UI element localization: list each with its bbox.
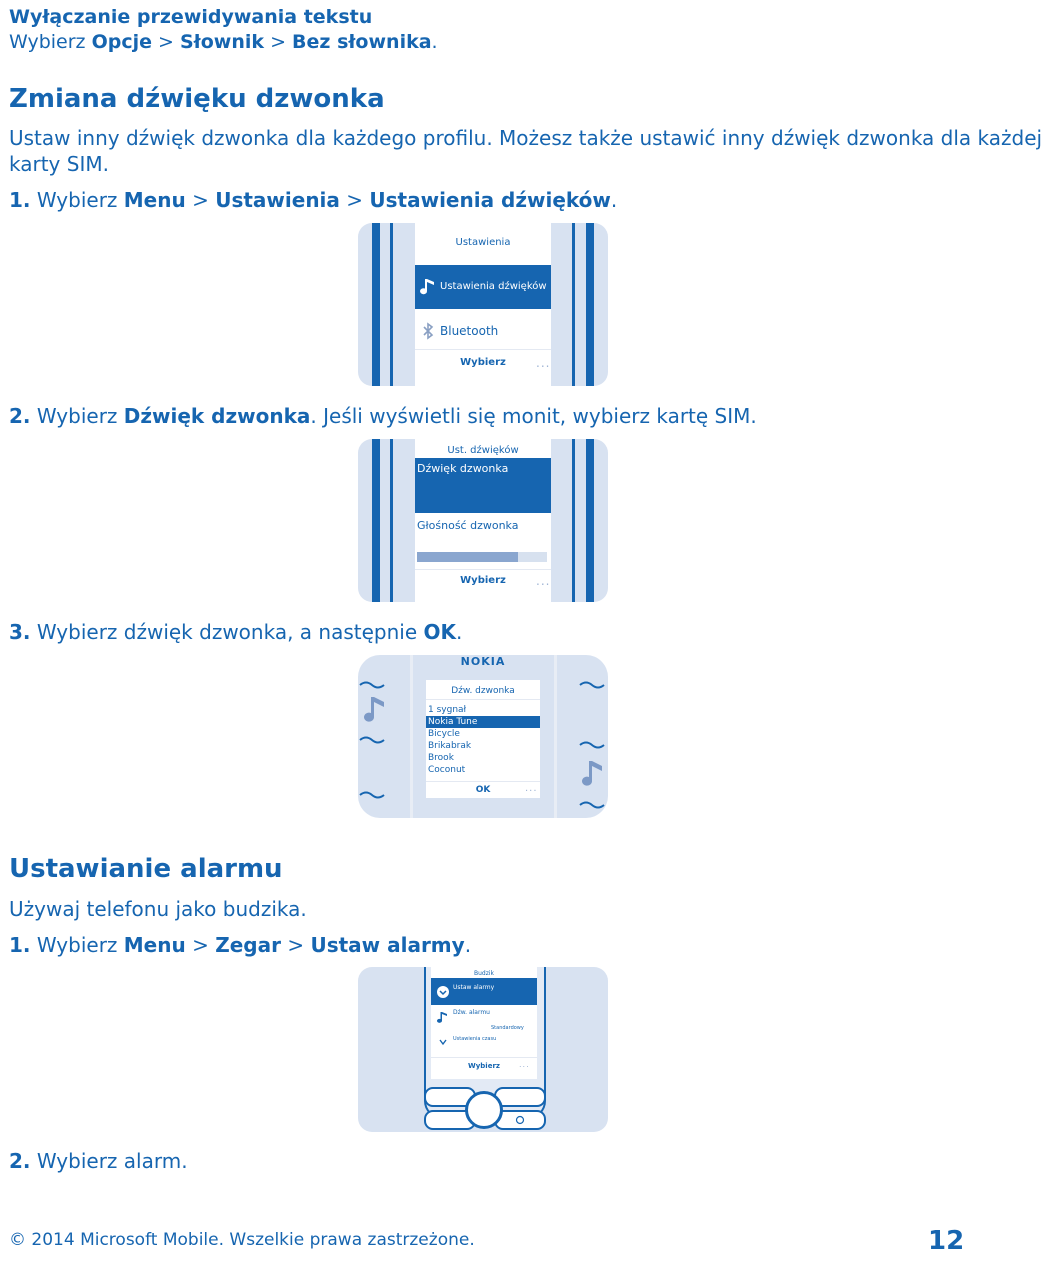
path-separator: > [270,31,286,53]
path-separator: > [287,933,305,957]
menu-path-slownik: Słownik [180,31,265,53]
menu-path-menu: Menu [123,933,186,957]
step-text: Wybierz alarm. [36,1149,188,1173]
frame-stripe [586,223,594,386]
period: . [464,933,472,957]
selected-item-highlight[interactable] [431,978,537,1005]
selected-item-highlight[interactable] [415,265,551,309]
copyright: © 2014 Microsoft Mobile. Wszelkie prawa zastrzeżone. [9,1230,475,1250]
more-options-icon[interactable]: ... [536,574,551,588]
ringtone-step-2 [9,404,757,428]
frame-stripe [410,655,413,818]
screen-header: Budzik [473,970,495,977]
instr-prefix: Wybierz [9,31,92,53]
selected-item-highlight[interactable] [415,458,551,513]
phone-screenshot-settings [358,223,608,386]
menu-item-ustawienia-dzwiekow: Ustawienia dźwięków [440,281,547,292]
navigation-key[interactable] [465,1091,503,1129]
period: . [456,620,463,644]
period: . [431,31,438,53]
step-number: 1. [9,933,31,957]
section-title-alarm: Ustawianie alarmu [9,854,283,884]
frame-stripe [572,223,575,386]
more-options-icon[interactable]: ... [525,783,538,794]
ringtone-list-item[interactable]: Brikabrak [428,741,472,751]
divider [426,699,540,700]
frame-stripe [572,439,575,602]
path-separator: > [346,188,364,212]
phone-screenshot-ringtone-list [358,655,608,818]
divider [431,1057,537,1058]
music-note-icon [437,1011,449,1025]
menu-item-dzwiek-dzwonka: Dźwięk dzwonka [417,462,509,475]
menu-path-menu: Menu [123,188,186,212]
ringtone-step-3 [9,620,462,644]
alarm-sound-value: Standardowy [491,1025,524,1031]
decorative-waves-right [548,655,608,818]
ringtone-list [426,704,540,776]
menu-path-zegar: Zegar [215,933,281,957]
softkey-wybierz[interactable]: Wybierz [460,575,506,586]
alarm-step-1 [9,933,471,957]
screen-header: Ustawienia [455,237,511,248]
menu-path-bez-slownika: Bez słownika [292,31,432,53]
page-number: 12 [928,1226,965,1256]
frame-stripe [372,223,380,386]
step-number: 1. [9,188,31,212]
path-separator: > [158,31,174,53]
ringtone-list-item[interactable]: Coconut [428,765,466,775]
frame-stripe [554,655,557,818]
step-text-rest: . Jeśli wyświetli się monit, wybierz kartę SIM. [310,404,757,428]
menu-path-ustawienia-dzwiekow: Ustawienia dźwięków [369,188,611,212]
phone-screen [426,680,540,798]
ok-label: OK [423,620,456,644]
menu-item-ustaw-alarmy: Ustaw alarmy [453,984,495,991]
ringtone-step-1 [9,188,617,212]
step-number: 2. [9,404,31,428]
softkey-wybierz[interactable]: Wybierz [460,357,506,368]
menu-path-ustawienia: Ustawienia [215,188,340,212]
phone-screen [431,967,537,1079]
frame-stripe [372,439,380,602]
menu-path-ustaw-alarmy: Ustaw alarmy [310,933,465,957]
ringtone-list-item[interactable]: Bicycle [428,729,460,739]
menu-item-ustawienia-czasu[interactable]: Ustawienia czasu [453,1036,497,1042]
phone-screen [415,439,551,602]
decorative-waves-left [358,655,418,818]
divider [415,569,551,570]
step-number: 3. [9,620,31,644]
alarm-clock-icon [436,985,450,999]
period: . [610,188,618,212]
screen-header: Ust. dźwięków [447,445,519,456]
softkey-ok[interactable]: OK [475,785,491,795]
music-note-icon [582,759,604,791]
softkey-wybierz[interactable]: Wybierz [468,1062,500,1070]
more-options-icon[interactable]: ... [536,356,551,370]
more-options-icon[interactable]: ... [519,1060,530,1069]
ringtone-list-item[interactable]: 1 sygnał [428,705,467,715]
screen-header: Dźw. dzwonka [451,686,515,696]
menu-item-bluetooth[interactable]: Bluetooth [440,324,499,338]
divider [415,349,551,350]
alarm-intro: Używaj telefonu jako budzika. [9,897,307,921]
music-note-icon [364,695,386,727]
ringtone-list-item[interactable]: Brook [428,753,454,763]
ringtone-intro-line1: Ustaw inny dźwięk dzwonka dla każdego profilu. Możesz także ustawić inny dźwięk dzwonka dla każdej [9,126,1042,150]
frame-stripe [390,439,393,602]
step-number: 2. [9,1149,31,1173]
alarm-step-2 [9,1149,188,1173]
menu-path-dzwiek-dzwonka: Dźwięk dzwonka [123,404,311,428]
volume-slider-fill [417,552,518,562]
chevron-down-icon [438,1037,448,1047]
step-text: Wybierz [36,188,124,212]
frame-stripe [586,439,594,602]
divider [426,781,540,782]
power-icon [514,1115,526,1125]
path-separator: > [192,188,209,212]
step-text: Wybierz [36,404,124,428]
bluetooth-icon [421,322,435,340]
step-text: Wybierz [36,933,124,957]
menu-path-opcje: Opcje [91,31,152,53]
phone-screenshot-sound-settings [358,439,608,602]
volume-slider-track[interactable] [417,552,547,562]
music-note-icon [421,277,437,297]
path-separator: > [192,933,209,957]
phone-screenshot-alarm [358,967,608,1132]
phone-screen [415,223,551,386]
nokia-logo: NOKIA [460,655,506,668]
menu-item-glosnosc-dzwonka[interactable]: Głośność dzwonka [417,519,519,532]
ringtone-list-item[interactable]: Nokia Tune [426,716,540,728]
step-text: Wybierz dźwięk dzwonka, a następnie [36,620,424,644]
section-title-text-prediction: Wyłączanie przewidywania tekstu [9,6,373,28]
menu-item-dzwiek-alarmu[interactable]: Dźw. alarmu [453,1009,490,1016]
text-prediction-instruction [9,31,438,53]
section-title-ringtone: Zmiana dźwięku dzwonka [9,84,385,114]
frame-stripe [390,223,393,386]
ringtone-intro-line2: karty SIM. [9,152,109,176]
